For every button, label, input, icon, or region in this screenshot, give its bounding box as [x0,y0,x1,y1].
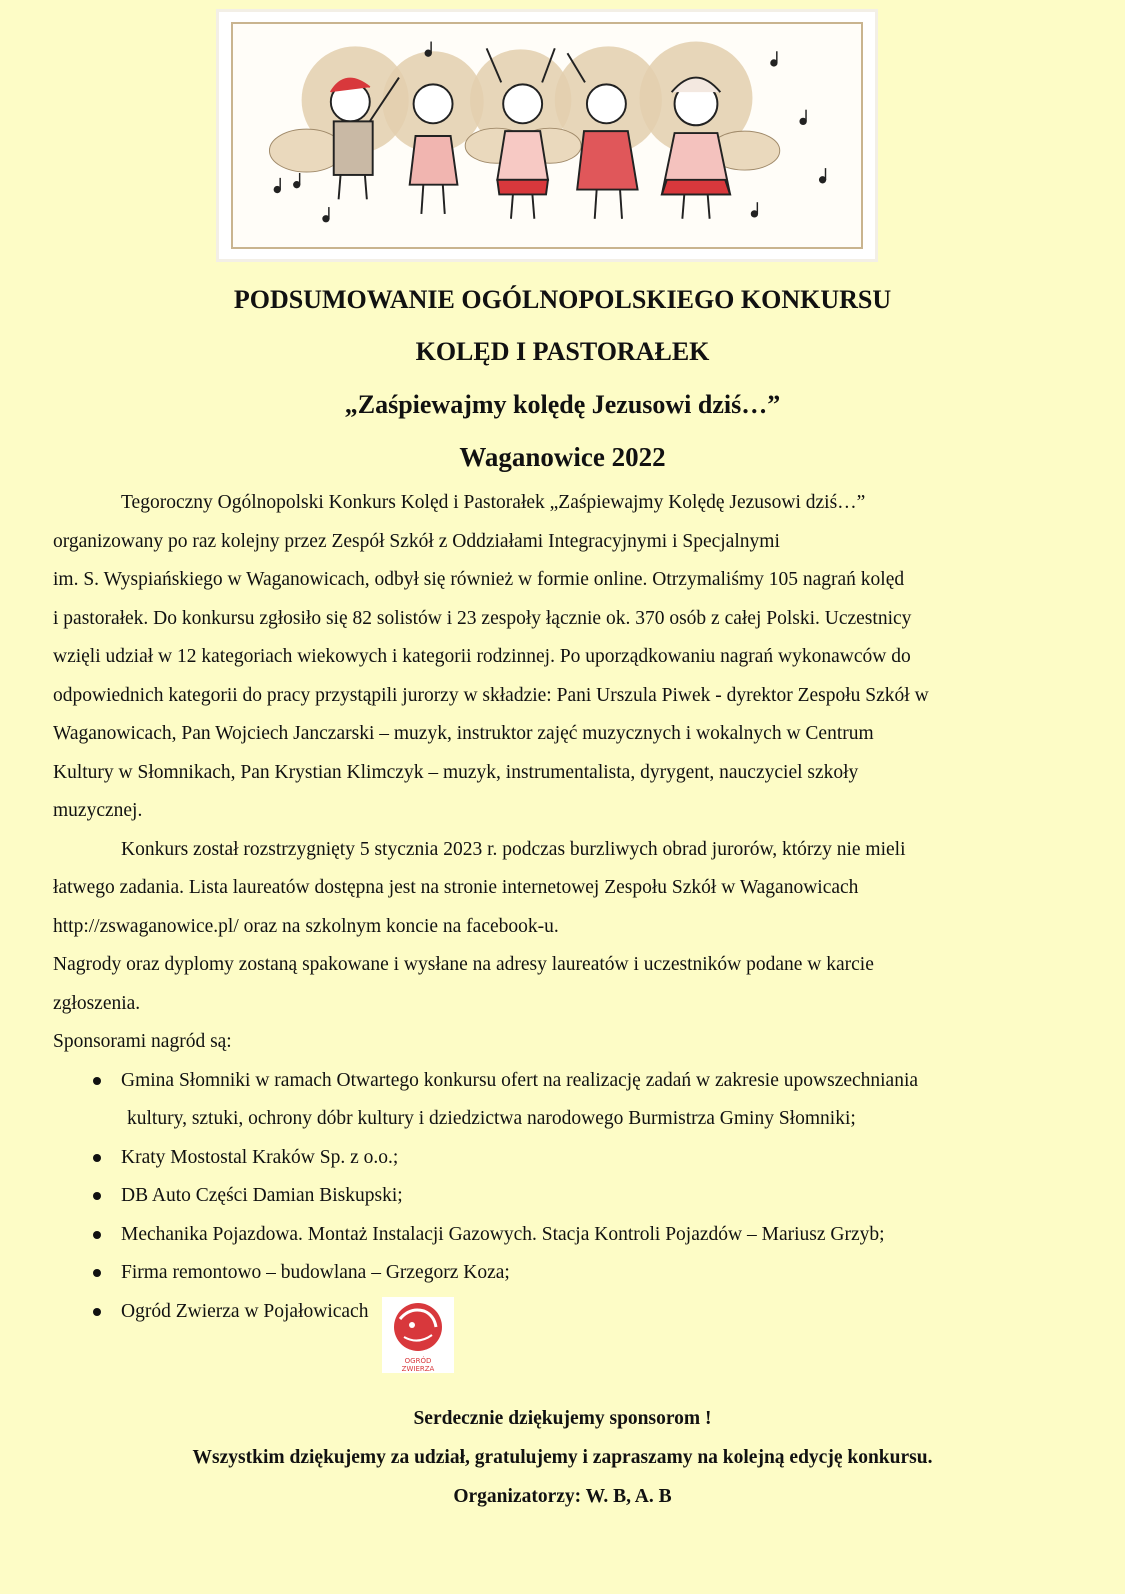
text-line: Firma remontowo – budowlana – Grzegorz Koza; [121,1262,510,1283]
article-body [53,484,1093,1373]
bullet-icon [93,1077,101,1085]
list-item [53,1062,1093,1139]
list-item [53,1293,1093,1373]
text-line: Tegoroczny Ogólnopolski Konkurs Kolęd i Pastorałek „Zaśpiewajmy Kolędę Jezusowi dziś…” [121,492,866,513]
text-line: Kultury w Słomnikach, Pan Krystian Klimczyk – muzyk, instrumentalista, dyrygent, nauczyciel szkoły [53,761,859,783]
title-line-4: Waganowice 2022 [459,442,666,472]
text-line: DB Auto Części Damian Biskupski; [121,1185,403,1206]
title-line-2: KOLĘD I PASTORAŁEK [415,337,710,366]
text-line: kultury, sztuki, ochrony dóbr kultury i dziedzictwa narodowego Burmistrza Gminy Słomniki; [127,1108,856,1129]
svg-text:ZWIERZA: ZWIERZA [402,1364,435,1373]
list-item [53,1254,1093,1293]
paragraph-intro [53,484,1093,831]
list-item [53,1216,1093,1255]
closing-organizers: Organizatorzy: W. B, A. B [453,1486,672,1507]
wing [269,129,343,172]
bullet-icon [93,1308,101,1316]
bullet-icon [93,1154,101,1162]
text-line: Konkurs został rozstrzygnięty 5 stycznia 2023 r. podczas burzliwych obrad jurorów, którzy nie mieli [121,838,906,860]
hedgehog-logo-icon [382,1297,454,1373]
title-line-3: „Zaśpiewajmy kolędę Jezusowi dziś…” [344,390,781,419]
svg-text:OGRÓD: OGRÓD [405,1356,432,1365]
angel-figure [410,84,458,214]
text-line: zgłoszenia. [53,992,141,1014]
header-illustration [216,9,878,262]
text-line: Waganowicach, Pan Wojciech Janczarski – muzyk, instruktor zajęć muzycznych i wokalnych w Centrum [53,723,874,744]
text-line: im. S. Wyspiańskiego w Waganowicach, odbył się również w formie online. Otrzymaliśmy 105 nagrań kolęd [53,569,905,590]
zoo-logo [382,1297,454,1373]
text-line: Ogród Zwierza w Pojałowicach [121,1300,369,1322]
text-line: organizowany po raz kolejny przez Zespół Szkół z Oddziałami Integracyjnymi i Specjalnymi [53,530,780,552]
text-line: łatwego zadania. Lista laureatów dostępna jest na stronie internetowej Zespołu Szkół w Waganowicach [53,877,859,898]
text-line: wzięli udział w 12 kategoriach wiekowych i kategorii rodzinnej. Po uporządkowaniu nagrań wykonawców do [53,646,911,667]
text-line: odpowiednich kategorii do pracy przystąpili jurorzy w składzie: Pani Urszula Piwek - dyrektor Zespołu Szkół w [53,684,929,706]
singing-angels-illustration [233,24,861,247]
paragraph-results [53,831,1093,947]
list-item [53,1139,1093,1178]
sponsors-intro: Sponsorami nagród są: [53,1031,232,1052]
text-line: i pastorałek. Do konkursu zgłosiło się 82 solistów i 23 zespoły łącznie ok. 370 osób z całej Polski. Uczestnicy [53,607,912,629]
title-line-1: PODSUMOWANIE OGÓLNOPOLSKIEGO KONKURSU [233,285,892,314]
bullet-icon [93,1269,101,1277]
text-line: Gmina Słomniki w ramach Otwartego konkursu ofert na realizację zadań w zakresie upowszechniania [121,1069,919,1091]
closing-thanks-sponsors: Serdecznie dziękujemy sponsorom ! [413,1408,712,1429]
paragraph-prizes [53,946,1093,1023]
text-line: http://zswaganowice.pl/ oraz na szkolnym koncie na facebook-u. [53,915,559,937]
bullet-icon [93,1192,101,1200]
illustration-frame [231,22,863,249]
text-line: Nagrody oraz dyplomy zostaną spakowane i wysłane na adresy laureatów i uczestników podane w karcie [53,954,874,975]
bullet-icon [93,1231,101,1239]
text-line: muzycznej. [53,800,143,821]
list-item [53,1177,1093,1216]
sponsors-list [53,1062,1093,1373]
closing-thanks-all: Wszystkim dziękujemy za udział, gratulujemy i zapraszamy na kolejną edycję konkursu. [192,1447,933,1468]
text-line: Kraty Mostostal Kraków Sp. z o.o.; [121,1146,399,1168]
text-line: Mechanika Pojazdowa. Montaż Instalacji Gazowych. Stacja Kontroli Pojazdów – Mariusz Grzyb; [121,1223,885,1245]
